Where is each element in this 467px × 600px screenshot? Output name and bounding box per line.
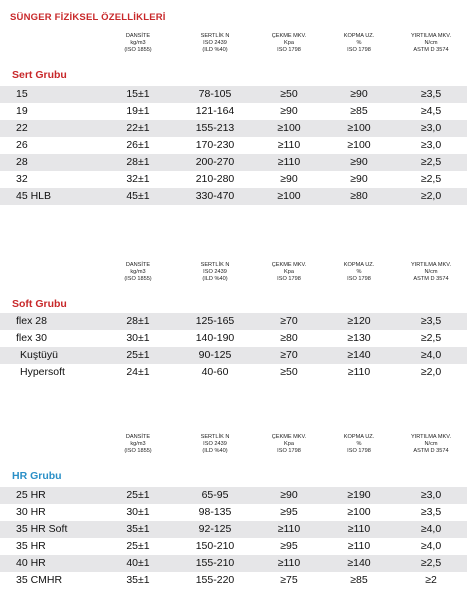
page-title: SÜNGER FİZİKSEL ÖZELLİKLERİ xyxy=(10,12,166,23)
header-cekme: ÇEKME MKV. Kpa ISO 1798 xyxy=(271,262,307,282)
header-cekme: ÇEKME MKV. Kpa ISO 1798 xyxy=(271,434,307,454)
header-dansite: DANSİTE kg/m3 (ISO 1855) xyxy=(124,262,152,282)
table-row: Hypersoft 24±1 40-60 ≥50 ≥110 ≥2,0 xyxy=(20,366,442,378)
group-title-hr: HR Grubu xyxy=(12,470,62,482)
table-row: 40 HR 40±1 155-210 ≥110 ≥140 ≥2,5 xyxy=(0,555,467,572)
header-sertlik: SERTLİK N ISO 2439 (ILD %40) xyxy=(200,262,230,282)
header-sertlik: SERTLİK N ISO 2439 (ILD %40) xyxy=(200,33,230,53)
header-dansite: DANSİTE kg/m3 (ISO 1855) xyxy=(124,434,152,454)
header-kopma: KOPMA UZ. % ISO 1798 xyxy=(343,434,375,454)
table-row: 26 26±1 170-230 ≥110 ≥100 ≥3,0 xyxy=(16,139,442,151)
table-row: Kuştüyü 25±1 90-125 ≥70 ≥140 ≥4,0 xyxy=(0,347,467,364)
header-yirtilma: YIRTILMA MKV. N/cm ASTM D 3574 xyxy=(410,434,452,454)
header-yirtilma: YIRTILMA MKV. N/cm ASTM D 3574 xyxy=(410,33,452,53)
table-soft xyxy=(0,313,467,381)
group-title-sert: Sert Grubu xyxy=(12,69,67,81)
header-kopma: KOPMA UZ. % ISO 1798 xyxy=(343,33,375,53)
table-row: 30 HR 30±1 98-135 ≥95 ≥100 ≥3,5 xyxy=(16,506,442,518)
table-row: flex 30 30±1 140-190 ≥80 ≥130 ≥2,5 xyxy=(16,332,442,344)
header-kopma: KOPMA UZ. % ISO 1798 xyxy=(343,262,375,282)
table-sert xyxy=(0,86,467,205)
table-row: 35 HR 25±1 150-210 ≥95 ≥110 ≥4,0 xyxy=(16,540,442,552)
table-row: 15 15±1 78-105 ≥50 ≥90 ≥3,5 xyxy=(0,86,467,103)
header-sertlik: SERTLİK N ISO 2439 (ILD %40) xyxy=(200,434,230,454)
table-row: 22 22±1 155-213 ≥100 ≥100 ≥3,0 xyxy=(0,120,467,137)
table-row: 28 28±1 200-270 ≥110 ≥90 ≥2,5 xyxy=(0,154,467,171)
table-row: 45 HLB 45±1 330-470 ≥100 ≥80 ≥2,0 xyxy=(0,188,467,205)
table-row: 35 HR Soft 35±1 92-125 ≥110 ≥110 ≥4,0 xyxy=(0,521,467,538)
table-hr xyxy=(0,487,467,589)
table-row: flex 28 28±1 125-165 ≥70 ≥120 ≥3,5 xyxy=(0,313,467,330)
header-dansite: DANSİTE kg/m3 (ISO 1855) xyxy=(124,33,152,53)
header-yirtilma: YIRTILMA MKV. N/cm ASTM D 3574 xyxy=(410,262,452,282)
table-row: 32 32±1 210-280 ≥90 ≥90 ≥2,5 xyxy=(16,173,442,185)
header-cekme: ÇEKME MKV. Kpa ISO 1798 xyxy=(271,33,307,53)
group-title-soft: Soft Grubu xyxy=(12,298,67,310)
table-row: 35 CMHR 35±1 155-220 ≥75 ≥85 ≥2 xyxy=(16,574,437,586)
table-row: 25 HR 25±1 65-95 ≥90 ≥190 ≥3,0 xyxy=(0,487,467,504)
table-row: 19 19±1 121-164 ≥90 ≥85 ≥4,5 xyxy=(16,105,442,117)
